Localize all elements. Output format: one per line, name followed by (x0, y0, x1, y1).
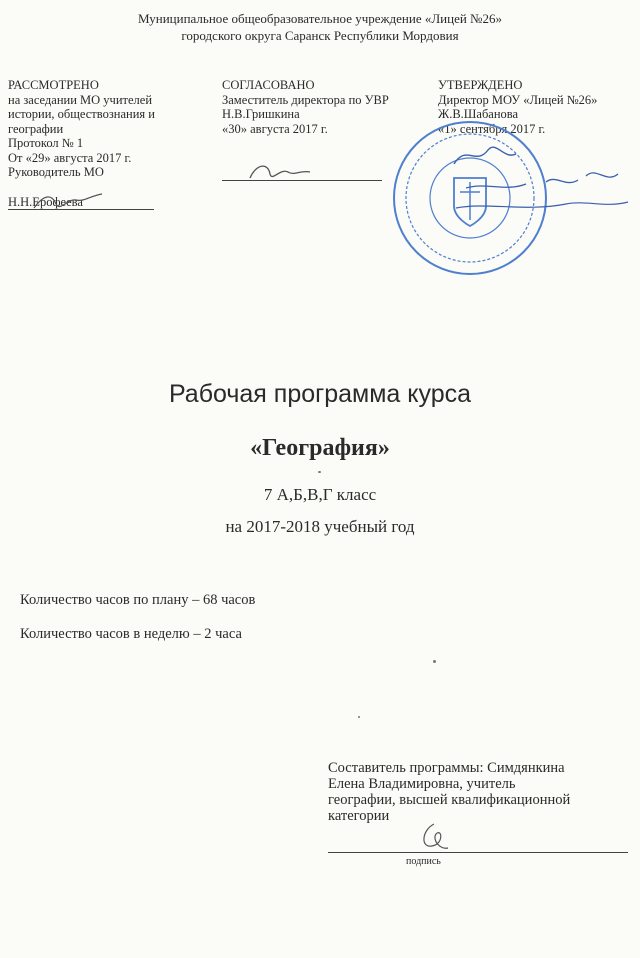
author-line-2: Елена Владимировна, учитель (328, 776, 516, 792)
signature-label: подпись (406, 856, 441, 867)
school-year: на 2017-2018 учебный год (225, 517, 415, 536)
approved-name: Ж.В.Шабанова (438, 107, 519, 121)
author-signature-line (328, 852, 628, 853)
considered-line-3: географии (8, 121, 64, 136)
author-line-1: Составитель программы: Симдянкина (328, 760, 565, 776)
header-line-2: городского округа Саранск Республики Мордовия (181, 28, 459, 43)
agreed-signature-mark (244, 158, 324, 186)
considered-line-2: истории, обществознания и (8, 107, 155, 121)
grade: 7 А,Б,В,Г класс (263, 485, 377, 504)
considered-head: Руководитель МО (8, 165, 104, 179)
subject-name: «География» (250, 435, 390, 461)
document-title: Рабочая программа курса (168, 380, 472, 408)
considered-line-1: на заседании МО учителей (8, 92, 153, 107)
scan-speck (433, 660, 436, 663)
agreed-position: Заместитель директора по УВР (222, 92, 389, 107)
approved-title: УТВЕРЖДЕНО (438, 78, 523, 92)
hours-per-plan: Количество часов по плану – 68 часов (20, 592, 256, 608)
considered-title: РАССМОТРЕНО (8, 78, 99, 92)
agreed-block (222, 78, 389, 136)
approved-date: «1» сентября 2017 г. (438, 121, 546, 136)
scan-speck (318, 471, 321, 473)
author-line-4: категории (328, 808, 390, 824)
author-signature-mark (414, 820, 454, 854)
agreed-name: Н.В.Гришкина (222, 107, 300, 121)
hours-per-week: Количество часов в неделю – 2 часа (20, 626, 242, 642)
scan-speck (358, 716, 360, 718)
approved-handwritten-order (446, 136, 636, 216)
author-block (328, 760, 638, 824)
agreed-date: «30» августа 2017 г. (222, 121, 328, 136)
approved-position: Директор МОУ «Лицей №26» (438, 92, 598, 107)
author-line-3: географии, высшей квалификационной (328, 792, 571, 808)
considered-name: Н.Н.Ерофеева (8, 194, 83, 209)
considered-date: От «29» августа 2017 г. (8, 150, 132, 165)
school-header (0, 10, 640, 44)
considered-signature-mark (30, 190, 110, 216)
considered-protocol: Протокол № 1 (8, 136, 84, 150)
agreed-title: СОГЛАСОВАНО (222, 78, 315, 92)
header-line-1: Муниципальное общеобразовательное учреждение «Лицей №26» (138, 11, 502, 26)
